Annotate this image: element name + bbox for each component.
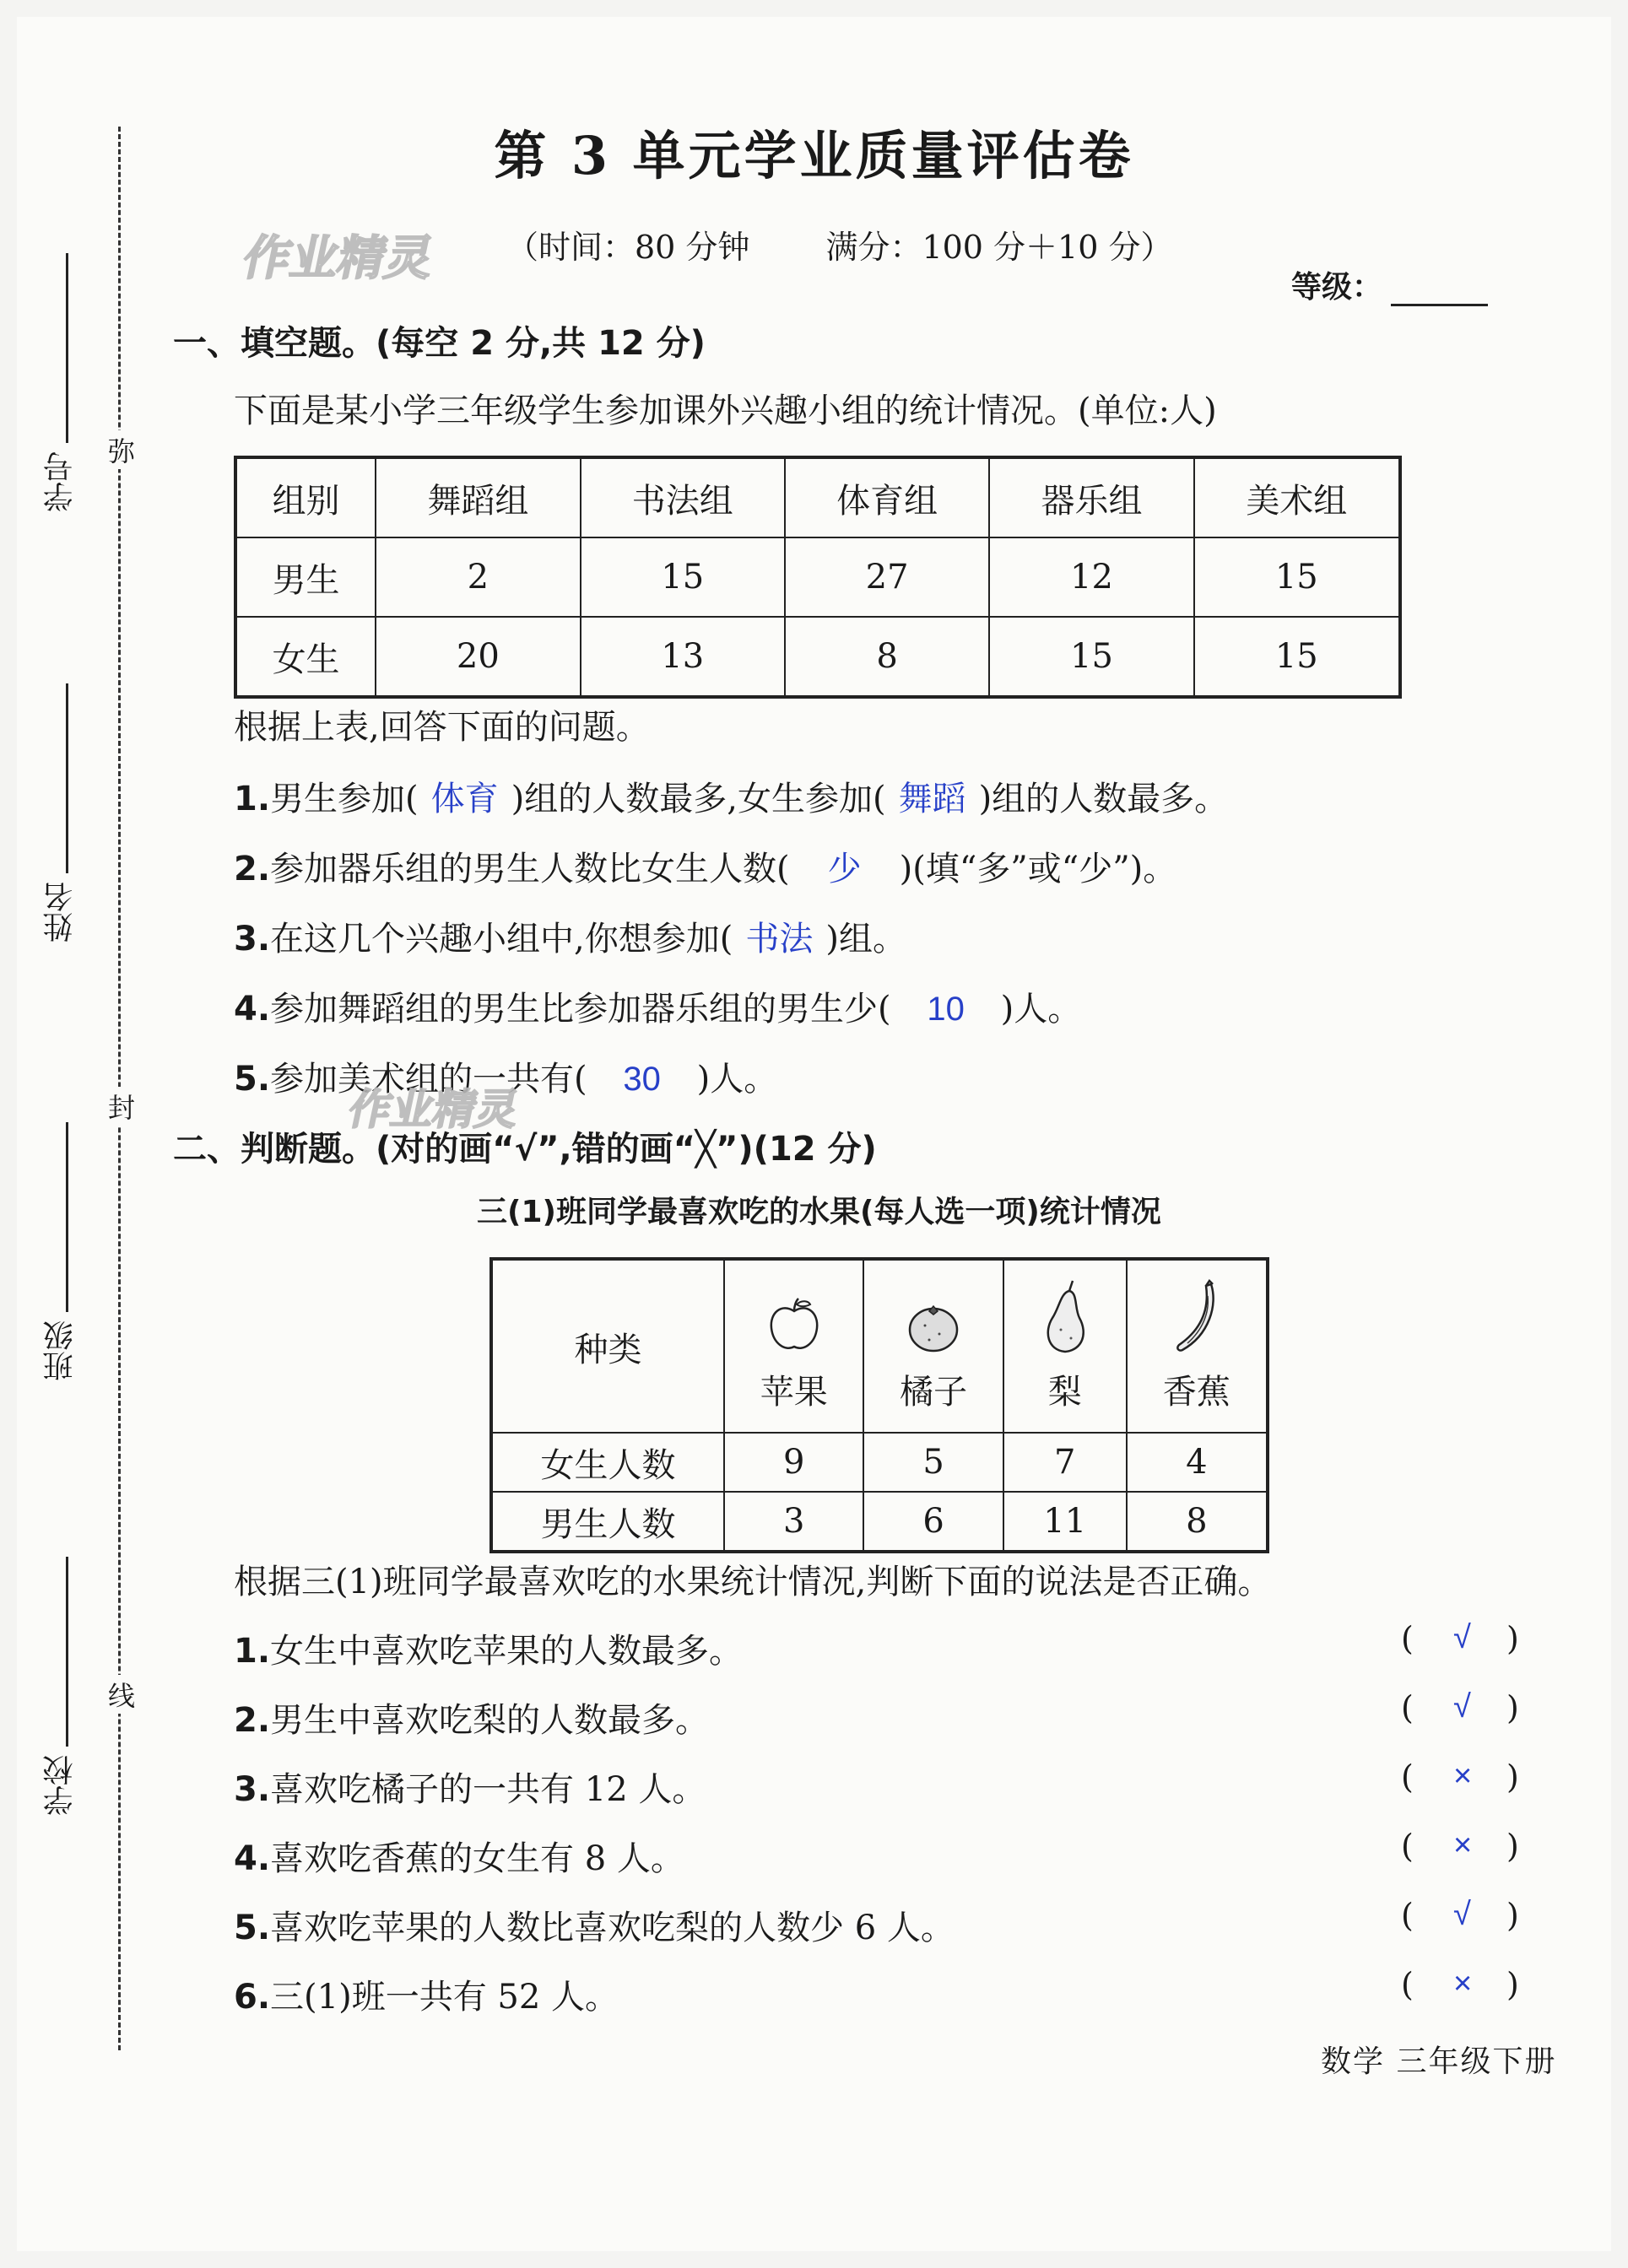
page-footer: 数学 三年级下册 <box>1321 2044 1557 2079</box>
table-cell: 组别 <box>235 457 376 537</box>
question-text: )组的人数最多,女生参加( <box>511 780 886 818</box>
statement-number: 3. <box>234 1770 271 1809</box>
table-row <box>491 1492 1268 1552</box>
seal-char-2: 封 <box>108 1087 135 1126</box>
table-cell: 书法组 <box>581 457 785 537</box>
statement-number: 6. <box>234 1978 271 2017</box>
table-cell: 15 <box>581 537 785 617</box>
statement-number: 4. <box>234 1839 271 1878</box>
table-cell: 5 <box>863 1433 1003 1492</box>
statement-3 <box>234 1763 706 1811</box>
table-cell: 12 <box>989 537 1193 617</box>
answer-blank[interactable]: 书法 <box>745 921 814 958</box>
seal-char-3: 线 <box>108 1675 135 1714</box>
question-3 <box>234 912 906 960</box>
class-line <box>66 1122 68 1312</box>
grade-blank <box>1391 278 1488 306</box>
question-2 <box>234 842 1176 890</box>
table-row <box>491 1433 1268 1492</box>
table-cell: 13 <box>581 617 785 697</box>
statement-text: 喜欢吃香蕉的女生有 8 人。 <box>270 1839 684 1878</box>
fruit-header-banana <box>1127 1259 1268 1433</box>
apple-icon <box>765 1296 824 1355</box>
section1-heading: 一、填空题。(每空 2 分,共 12 分) <box>173 324 706 363</box>
statement-number: 2. <box>234 1701 271 1740</box>
page-title: 第 3 单元学业质量评估卷 <box>494 125 1134 186</box>
watermark: 作业精灵 <box>238 231 439 286</box>
statement-text: 男生中喜欢吃梨的人数最多。 <box>270 1701 710 1740</box>
answer-blank[interactable]: 舞蹈 <box>898 780 966 818</box>
question-text: )人。 <box>696 1060 778 1099</box>
judge-mark: × <box>1453 1828 1473 1863</box>
table-cell: 27 <box>785 537 989 617</box>
judge-mark: √ <box>1453 1689 1471 1725</box>
answer-blank[interactable]: 体育 <box>430 780 499 818</box>
pear-icon <box>1036 1279 1095 1355</box>
question-text: )(填“多”或“少”)。 <box>899 850 1177 888</box>
table-cell: 15 <box>1194 537 1400 617</box>
fruit-label: 香蕉 <box>1162 1373 1230 1412</box>
table-cell: 9 <box>724 1433 863 1492</box>
exam-info <box>506 221 1172 267</box>
banana-icon <box>1167 1279 1226 1355</box>
statement-2 <box>234 1693 709 1742</box>
statement-number: 5. <box>234 1909 271 1947</box>
exam-time: （时间：80 分钟 <box>506 229 750 266</box>
orange-icon <box>904 1296 963 1355</box>
fruit-label: 苹果 <box>760 1373 828 1412</box>
interest-group-table <box>234 456 1402 699</box>
table-header-row <box>235 457 1400 537</box>
table-row <box>235 617 1400 697</box>
table-cell: 4 <box>1127 1433 1268 1492</box>
section1-lead: 根据上表,回答下面的问题。 <box>234 708 650 747</box>
section2-heading: 二、判断题。(对的画“√”,错的画“╳”)(12 分) <box>173 1130 877 1169</box>
question-text: 参加舞蹈组的男生比参加器乐组的男生少( <box>270 990 891 1029</box>
question-text: 男生参加( <box>270 780 419 818</box>
question-text: 在这几个兴趣小组中,你想参加( <box>270 920 733 958</box>
question-text: )组。 <box>825 920 906 958</box>
statement-text: 三(1)班一共有 52 人。 <box>270 1978 619 2017</box>
fruit-header-pear <box>1003 1259 1127 1433</box>
question-number: 1. <box>234 780 271 818</box>
judge-mark: × <box>1453 1758 1473 1794</box>
statement-5 <box>234 1901 955 1949</box>
question-number: 4. <box>234 990 271 1029</box>
fruit-header-apple <box>724 1259 863 1433</box>
table-cell: 女生 <box>235 617 376 697</box>
table-cell: 3 <box>724 1492 863 1552</box>
statement-text: 喜欢吃橘子的一共有 12 人。 <box>270 1770 706 1809</box>
fruit-header-orange <box>863 1259 1003 1433</box>
section2-lead: 根据三(1)班同学最喜欢吃的水果统计情况,判断下面的说法是否正确。 <box>234 1563 1272 1601</box>
seal-char-1: 弥 <box>108 430 135 469</box>
fruit-table-title: 三(1)班同学最喜欢吃的水果(每人选一项)统计情况 <box>477 1195 1161 1229</box>
table-cell: 舞蹈组 <box>376 457 580 537</box>
table-cell: 女生人数 <box>491 1433 724 1492</box>
table-cell: 20 <box>376 617 580 697</box>
table-cell: 15 <box>1194 617 1400 697</box>
table-header-row <box>491 1259 1268 1433</box>
grade-field <box>1291 263 1488 306</box>
question-1 <box>234 772 1228 820</box>
question-text: )人。 <box>1000 990 1082 1029</box>
table-cell: 11 <box>1003 1492 1127 1552</box>
table-cell: 6 <box>863 1492 1003 1552</box>
answer-blank[interactable]: 10 <box>927 991 965 1028</box>
statement-6 <box>234 1970 619 2018</box>
question-number: 2. <box>234 850 271 888</box>
student-no-label: 学号 <box>43 451 78 512</box>
question-text: )组的人数最多。 <box>978 780 1229 818</box>
table-cell: 器乐组 <box>989 457 1193 537</box>
statement-4 <box>234 1832 684 1880</box>
question-text: 参加器乐组的男生人数比女生人数( <box>270 850 790 888</box>
answer-blank[interactable]: 少 <box>827 850 862 888</box>
table-cell: 体育组 <box>785 457 989 537</box>
name-label: 姓名 <box>43 882 78 942</box>
class-label: 班级 <box>43 1320 78 1381</box>
statement-1 <box>234 1624 743 1672</box>
fruit-preference-table <box>489 1257 1269 1553</box>
student-no-line <box>66 253 68 443</box>
table-cell: 男生人数 <box>491 1492 724 1552</box>
name-line <box>66 683 68 873</box>
school-line <box>66 1557 68 1747</box>
watermark: 作业精灵 <box>343 1085 524 1134</box>
answer-blank[interactable]: 30 <box>623 1061 661 1098</box>
fruit-label: 橘子 <box>900 1373 968 1412</box>
judge-mark: √ <box>1453 1620 1471 1655</box>
judge-mark: × <box>1453 1966 1473 2001</box>
fruit-label: 梨 <box>1047 1373 1082 1412</box>
statement-text: 女生中喜欢吃苹果的人数最多。 <box>270 1632 744 1671</box>
exam-full-score: 满分：100 分＋10 分） <box>825 229 1173 266</box>
school-label: 学校 <box>43 1755 78 1816</box>
statement-number: 1. <box>234 1632 271 1671</box>
question-number: 3. <box>234 920 271 958</box>
table-cell: 8 <box>1127 1492 1268 1552</box>
table-cell: 美术组 <box>1194 457 1400 537</box>
table-cell: 8 <box>785 617 989 697</box>
table-cell: 种类 <box>491 1259 724 1433</box>
question-text: 参加美术组的一共有( <box>270 1060 587 1099</box>
table-row <box>235 537 1400 617</box>
table-cell: 15 <box>989 617 1193 697</box>
section1-intro: 下面是某小学三年级学生参加课外兴趣小组的统计情况。(单位:人) <box>234 392 1217 430</box>
judge-mark: √ <box>1453 1897 1471 1932</box>
question-number: 5. <box>234 1060 271 1099</box>
statement-text: 喜欢吃苹果的人数比喜欢吃梨的人数少 6 人。 <box>270 1909 955 1947</box>
table-cell: 7 <box>1003 1433 1127 1492</box>
grade-label: 等级： <box>1291 270 1383 305</box>
table-cell: 男生 <box>235 537 376 617</box>
question-4 <box>234 982 1081 1030</box>
table-cell: 2 <box>376 537 580 617</box>
